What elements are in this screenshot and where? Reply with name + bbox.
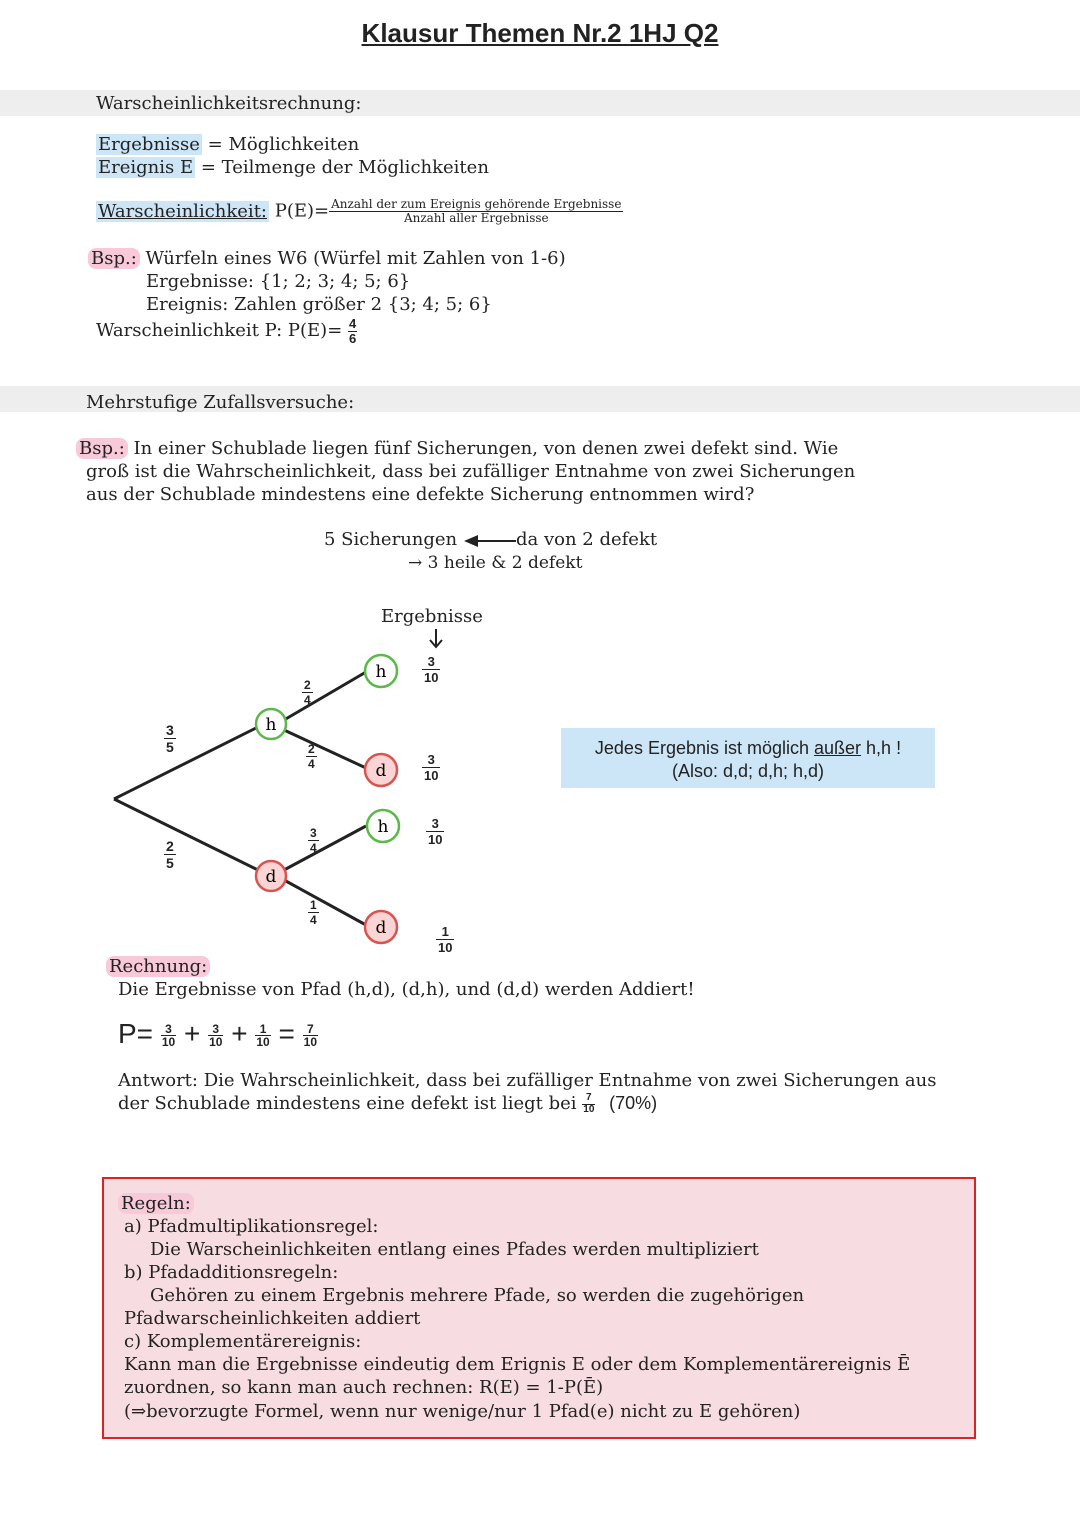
prob-h-d [306,742,317,771]
example-1-text: Würfeln eines W6 (Würfel mit Zahlen von 1-6) [139,248,566,269]
prob-h-h-num: 2 [304,678,311,692]
ergebnisse-def: = Möglichkeiten [201,134,360,155]
example-2-line3: aus der Schublade mindestens eine defekte Sicherung entnommen wird? [86,484,755,505]
prob-d-d-den: 4 [310,913,317,927]
result-hd-den: 10 [424,768,439,783]
node-hd-label: d [375,761,387,781]
prob-d-h-num: 3 [310,826,317,840]
example-1-label: Bsp.: [88,248,140,269]
example-1-ergebnisse: Ergebnisse: {1; 2; 3; 4; 5; 6} [146,271,411,292]
ereignis-term: Ereignis E [98,157,194,178]
formula-term-3-num: 1 [255,1023,270,1037]
probability-numerator: Anzahl der zum Ereignis gehörende Ergebnisse [331,197,622,211]
formula-plus-1: + [183,1018,201,1049]
result-dh-num: 3 [426,816,444,832]
formula-term-1-den: 10 [161,1035,176,1050]
formula-term-3-den: 10 [256,1035,270,1050]
example-1-line [88,248,566,269]
prob-d-d-num: 1 [310,898,317,912]
wahrsch-formula: P(E)= [269,200,330,222]
note-line2: (Also: d,d; d,h; h,d) [671,761,825,781]
node-first-h-label: h [265,715,277,735]
example-1-fraction [348,317,357,345]
example-1-probability [96,317,357,345]
formula-term-2-num: 3 [208,1023,223,1037]
formula-equals: = [278,1018,295,1049]
prob-d-h [308,826,319,855]
rule-a-title: a) Pfadmultiplikationsregel: [124,1216,379,1237]
note-line1-c: h,h ! [861,738,902,758]
rule-c-title: c) Komplementärereignis: [124,1331,362,1352]
node-dh-label: h [377,817,389,837]
formula-p: P= [118,1018,154,1049]
antwort-percent: (70%) [609,1093,658,1113]
prob-first-d-den: 5 [166,855,174,871]
result-dd [436,924,454,955]
rules-label-text: Regeln: [118,1193,194,1214]
prob-first-h [164,722,176,755]
example-1-frac-den: 6 [349,330,357,346]
rechnung-label [106,956,210,977]
prob-h-h [302,678,313,707]
result-dh [426,816,444,847]
rule-c-text3: (⇒bevorzugte Formel, wenn nur wenige/nur 1 Pfad(e) nicht zu E gehören) [124,1401,801,1422]
example-2-label: Bsp.: [76,438,128,459]
ereignis-line [96,157,489,178]
section-heading-multistage: Mehrstufige Zufallsversuche: [86,392,355,413]
prob-first-d [164,838,176,871]
ergebnisse-line [96,134,359,155]
formula-term-2-den: 10 [209,1035,223,1050]
prob-h-h-den: 4 [304,693,311,707]
formula-plus-2: + [231,1018,248,1049]
example-2-line2: groß ist die Wahrscheinlichkeit, dass bei zufälliger Entnahme von zwei Sicherungen [86,461,856,482]
prob-first-h-num: 3 [166,722,174,738]
prob-d-h-den: 4 [310,841,317,855]
rules-box [102,1177,976,1439]
rule-c-text1: Kann man die Ergebnisse eindeutig dem Erignis E oder dem Komplementärereignis Ē [124,1354,911,1375]
rechnung-label-text: Rechnung: [106,956,210,977]
ergebnisse-term: Ergebnisse [98,134,200,155]
antwort-frac-num: 7 [582,1093,595,1105]
formula-term-2 [208,1023,223,1049]
formula-term-1-num: 3 [161,1023,176,1037]
ereignis-def: = Teilmenge der Möglichkeiten [195,157,489,178]
ergebnisse-label: Ergebnisse [381,606,483,627]
note-line1-b: außer [814,738,862,758]
formula-term-3 [255,1023,270,1049]
info-left: 5 Sicherungen [324,529,458,550]
node-hh-label: h [375,662,387,682]
branch-d-h [284,826,366,870]
rule-b-text2: Pfadwarscheinlichkeiten addiert [124,1308,421,1329]
result-dd-den: 10 [438,940,453,955]
rule-c-text2: zuordnen, so kann man auch rechnen: R(E) = 1-P(Ē) [124,1377,604,1398]
formula-term-1 [161,1023,176,1049]
result-dd-num: 1 [436,924,454,940]
left-arrow-icon [462,531,518,551]
node-first-d-label: d [265,867,277,887]
rechnung-text: Die Ergebnisse von Pfad (h,d), (d,h), und (d,d) werden Addiert! [118,979,695,1000]
result-hd [422,752,440,783]
section-heading-probability: Warscheinlichkeitsrechnung: [96,93,362,114]
result-hh-den: 10 [424,670,439,685]
rule-b-title: b) Pfadadditionsregeln: [124,1262,339,1283]
example-2-line1 [76,438,838,459]
result-hd-num: 3 [422,752,440,768]
example-1-ereignis: Ereignis: Zahlen größer 2 {3; 4; 5; 6} [146,294,492,315]
result-dh-den: 10 [428,832,443,847]
formula-result-num: 7 [303,1023,318,1037]
rules-label [118,1193,194,1214]
branch-h-h [284,672,366,720]
result-hh [422,654,440,685]
branch-h-d [284,730,366,768]
tree-diagram [100,640,540,960]
info-right: da von 2 defekt [516,529,658,550]
example-1-probability-text: Warscheinlichkeit P: P(E)= [96,320,343,342]
rule-b-text1: Gehören zu einem Ergebnis mehrere Pfade, so werden die zugehörigen [150,1285,805,1306]
prob-first-d-num: 2 [166,838,174,854]
page-title: Klausur Themen Nr.2 1HJ Q2 [361,18,719,48]
antwort-frac-den: 10 [583,1103,595,1115]
antwort-line2 [118,1093,657,1115]
antwort-text: der Schublade mindestens eine defekt ist liegt bei [118,1093,577,1114]
prob-h-d-den: 4 [308,757,315,771]
prob-h-d-num: 2 [308,742,315,756]
note-line1 [561,737,935,760]
example-2-text1: In einer Schublade liegen fünf Sicherungen, von denen zwei defekt sind. Wie [127,438,839,459]
prob-d-d [308,898,319,927]
probability-fraction [329,198,623,225]
info-line2: → 3 heile & 2 defekt [408,553,583,573]
node-dd-label: d [375,918,387,938]
branch-d-d [284,880,366,925]
prob-first-h-den: 5 [166,739,174,755]
branch-first-h [114,727,258,799]
formula-result-den: 10 [303,1035,318,1050]
formula-result [303,1023,318,1049]
probability-formula [96,198,623,225]
branch-first-d [114,799,258,870]
antwort-fraction [582,1093,595,1115]
example-1-frac-num: 4 [349,316,357,331]
rule-a-text: Die Warscheinlichkeiten entlang eines Pfades werden multipliziert [150,1239,759,1260]
note-line1-a: Jedes Ergebnis ist möglich [594,738,815,758]
probability-denominator: Anzahl aller Ergebnisse [403,211,549,226]
note-box [561,728,935,788]
formula [118,1018,318,1050]
wahrsch-term: Warscheinlichkeit: [98,200,267,222]
result-hh-num: 3 [422,654,440,670]
antwort-line1: Antwort: Die Wahrscheinlichkeit, dass bei zufälliger Entnahme von zwei Sicherungen aus [118,1070,937,1091]
